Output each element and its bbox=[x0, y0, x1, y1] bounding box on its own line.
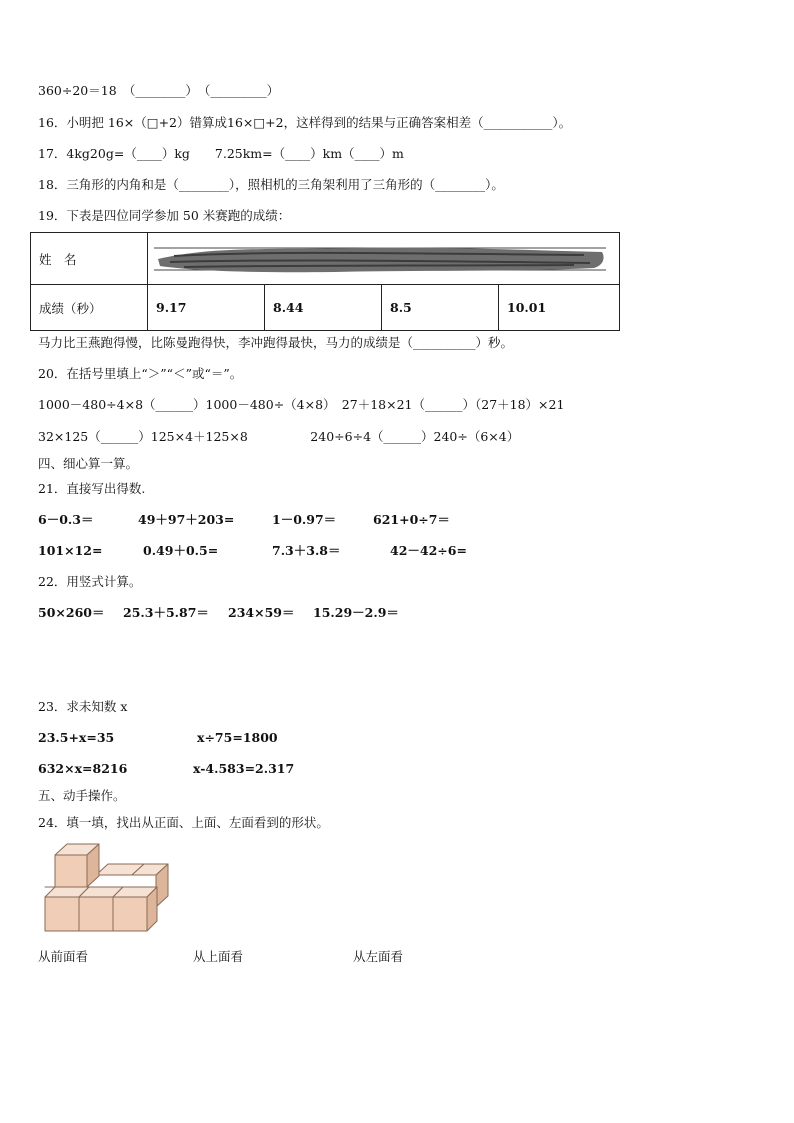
front-view-label: 从前面看 bbox=[38, 949, 89, 964]
scribble-mark bbox=[154, 242, 606, 276]
question-20: 20．在括号里填上“＞”“＜”或“＝”。 bbox=[38, 366, 243, 381]
equation-item: x÷75=1800 bbox=[197, 730, 278, 745]
calc-item: 42－42÷6= bbox=[390, 543, 467, 558]
score-cell: 8.5 bbox=[382, 285, 499, 331]
question-20-row2: 32×125（______）125×4＋125×8 240÷6÷4（______）240÷（6×4） bbox=[38, 429, 520, 444]
question-20-row1: 1000－480÷4×8（______）1000－480÷（4×8） 27＋18×21（______）（27＋18）×21 bbox=[38, 397, 565, 412]
vertical-calc-item: 50×260＝ bbox=[38, 605, 105, 620]
q15-blanks: 360÷20＝18 （________） （_________） bbox=[38, 83, 280, 98]
calc-item: 621+0÷7＝ bbox=[373, 512, 450, 527]
stacked-cubes-figure bbox=[42, 843, 172, 935]
equation-item: 23.5+x=35 bbox=[38, 730, 115, 745]
calc-item: 6－0.3＝ bbox=[38, 512, 94, 527]
question-22: 22．用竖式计算。 bbox=[38, 574, 142, 589]
score-header: 成绩（秒） bbox=[31, 285, 148, 331]
section-5-title: 五、动手操作。 bbox=[38, 788, 126, 803]
vertical-calc-item: 25.3＋5.87＝ bbox=[123, 605, 209, 620]
calc-item: 0.49＋0.5= bbox=[143, 543, 219, 558]
name-header: 姓 名 bbox=[31, 233, 148, 285]
obscured-names bbox=[148, 233, 620, 285]
score-cell: 9.17 bbox=[148, 285, 265, 331]
calc-item: 1－0.97＝ bbox=[272, 512, 337, 527]
question-17: 17．4kg20g=（____）kg 7.25km=（____）km（____）m bbox=[38, 146, 404, 161]
score-cell: 10.01 bbox=[499, 285, 620, 331]
calc-item: 101×12= bbox=[38, 543, 103, 558]
calc-item: 49＋97＋203= bbox=[138, 512, 235, 527]
question-24: 24．填一填，找出从正面、上面、左面看到的形状。 bbox=[38, 815, 329, 830]
question-16: 16．小明把 16×（□+2）错算成16×□+2，这样得到的结果与正确答案相差（___________）。 bbox=[38, 115, 572, 130]
top-view-label: 从上面看 bbox=[193, 949, 244, 964]
equation-item: 632×x=8216 bbox=[38, 761, 128, 776]
left-view-label: 从左面看 bbox=[353, 949, 404, 964]
question-19: 19．下表是四位同学参加 50 米赛跑的成绩： bbox=[38, 208, 291, 223]
question-23: 23．求未知数 x bbox=[38, 699, 128, 714]
equation-item: x-4.583=2.317 bbox=[193, 761, 295, 776]
calc-item: 7.3＋3.8＝ bbox=[272, 543, 341, 558]
section-4-title: 四、细心算一算。 bbox=[38, 456, 139, 471]
question-19-follow: 马力比王燕跑得慢，比陈曼跑得快，李冲跑得最快，马力的成绩是（__________）秒。 bbox=[38, 335, 514, 350]
score-cell: 8.44 bbox=[265, 285, 382, 331]
question-21: 21．直接写出得数. bbox=[38, 481, 146, 496]
question-18: 18．三角形的内角和是（________），照相机的三角架利用了三角形的（________）。 bbox=[38, 177, 504, 192]
vertical-calc-item: 15.29－2.9＝ bbox=[313, 605, 399, 620]
race-results-table bbox=[30, 232, 620, 331]
vertical-calc-item: 234×59＝ bbox=[228, 605, 295, 620]
